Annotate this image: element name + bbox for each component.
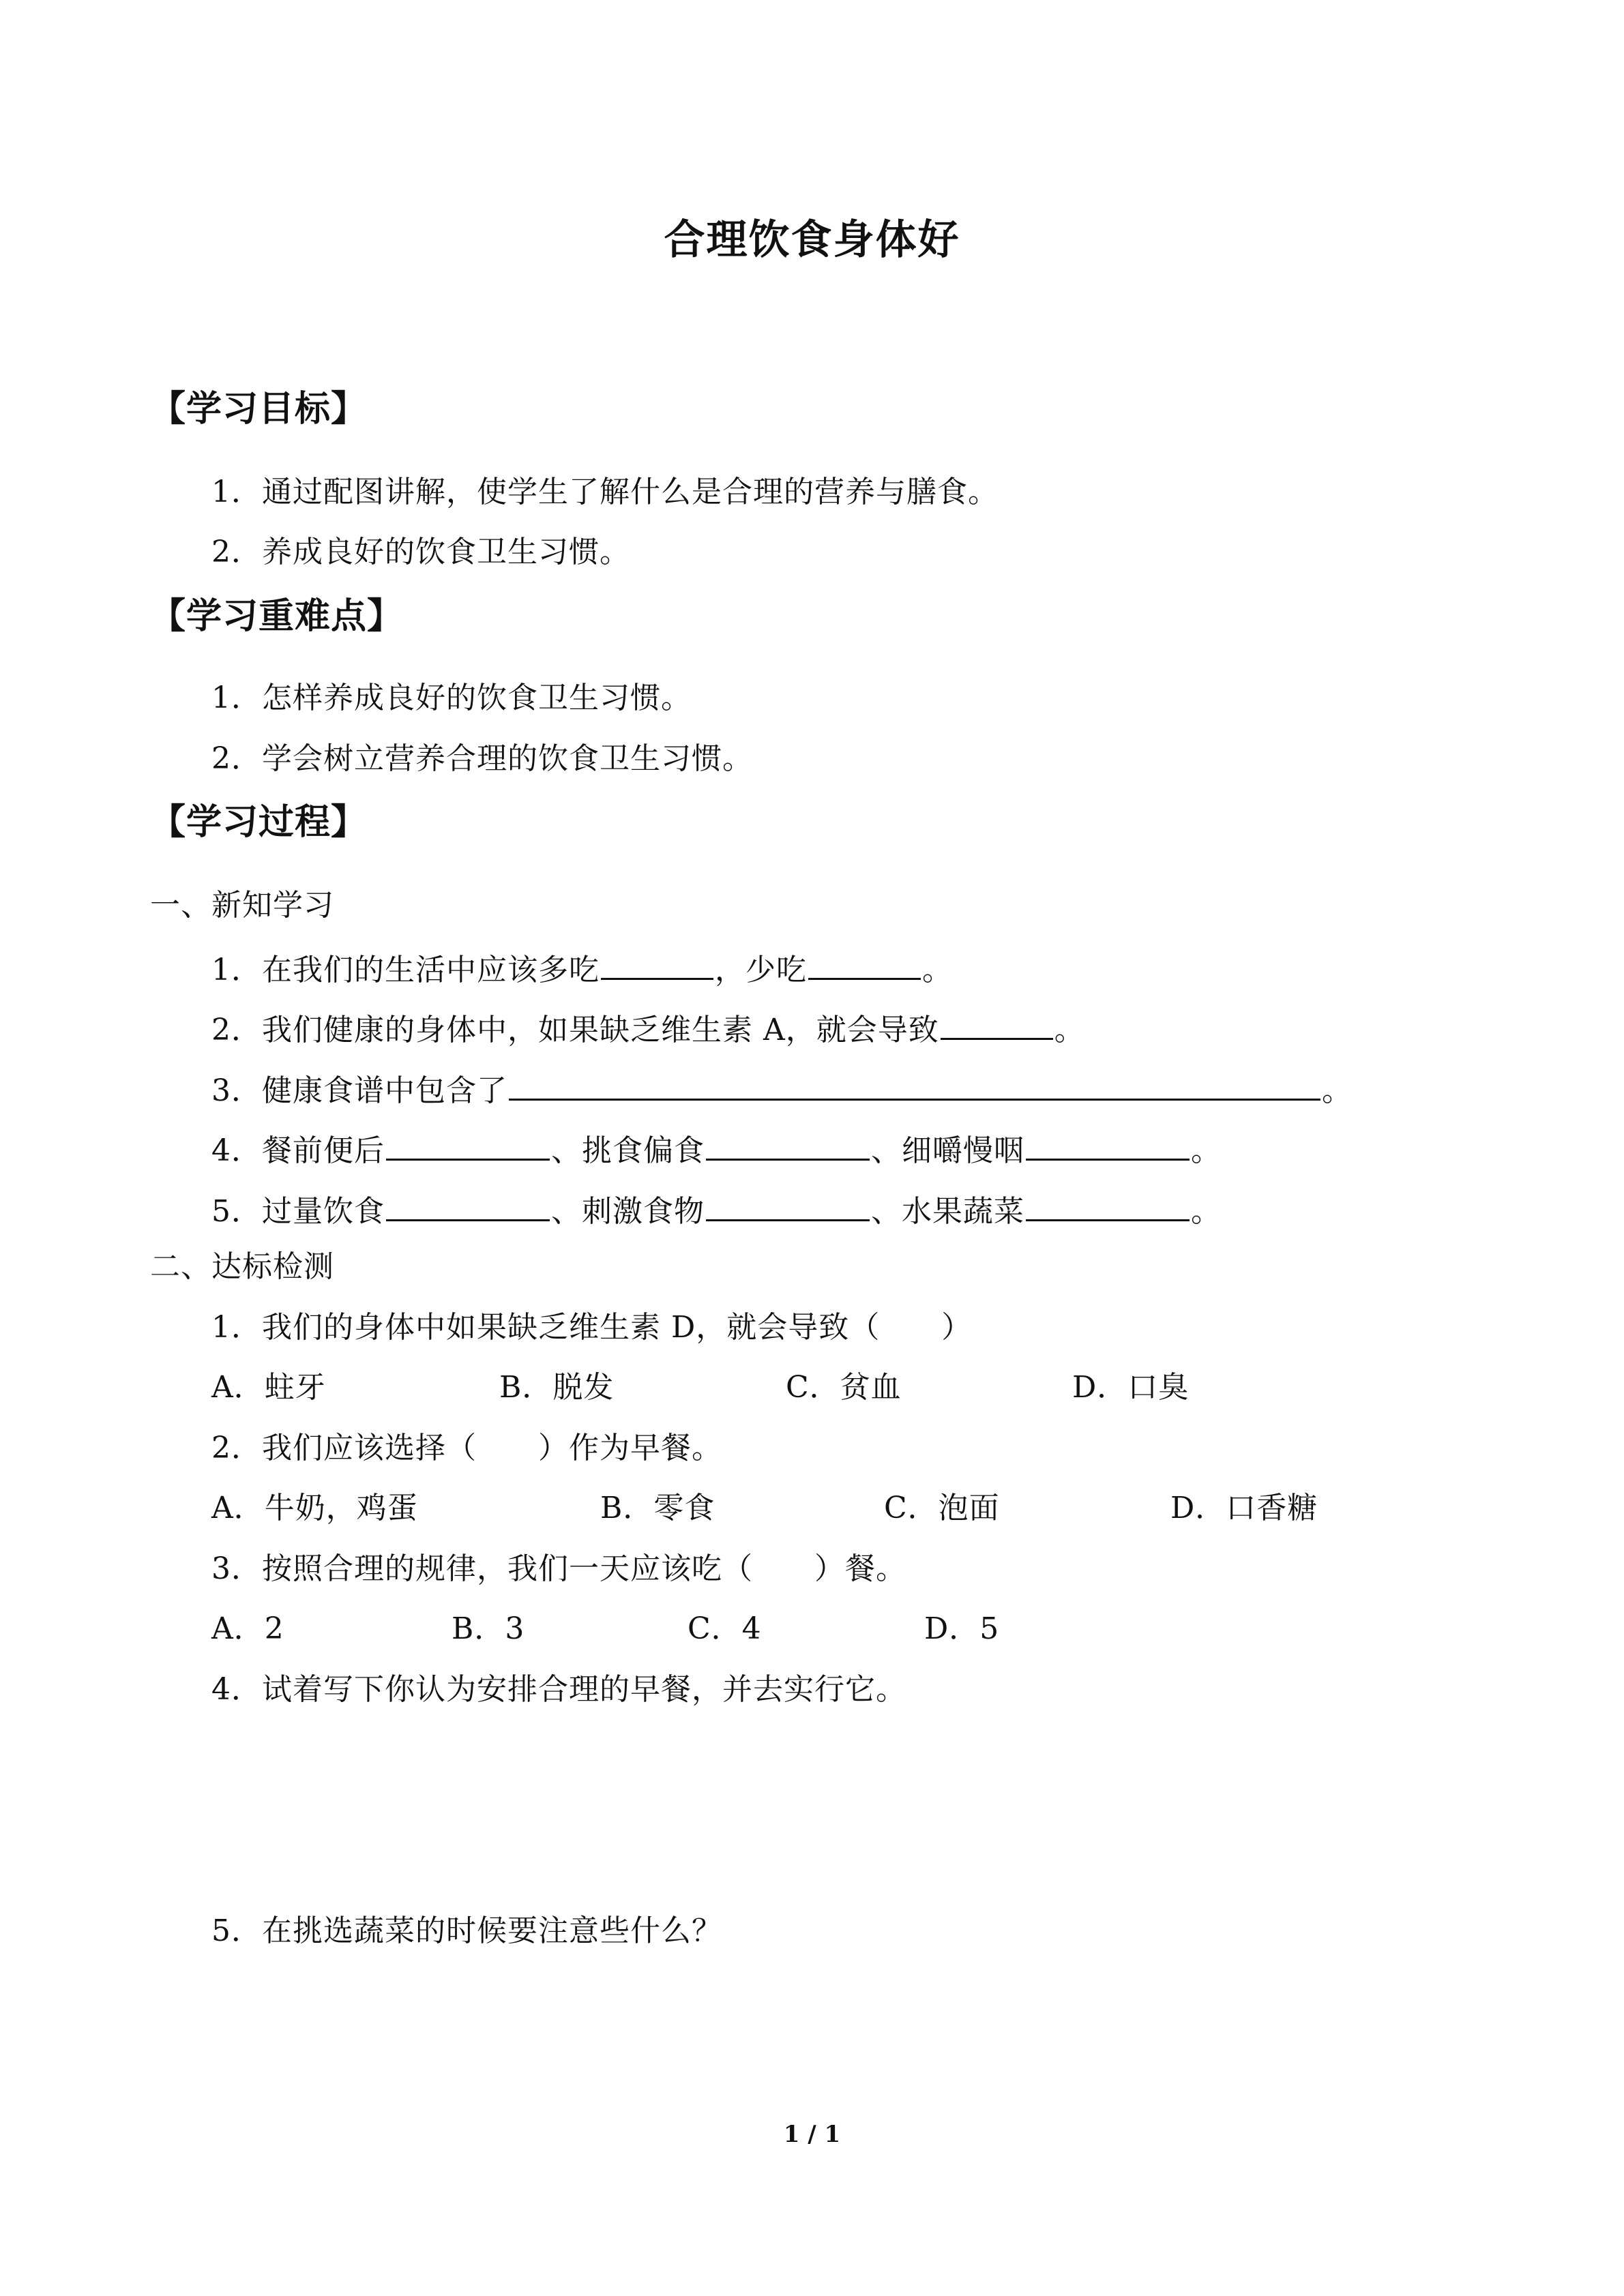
fill-question-4: 4．餐前便后 、挑食偏食 、细嚼慢咽 。 [211, 1131, 1222, 1166]
answer-blank[interactable] [706, 1131, 870, 1161]
option[interactable]: C．贫血 [786, 1370, 902, 1405]
answer-blank[interactable] [386, 1131, 550, 1161]
option[interactable]: B．零食 [600, 1491, 715, 1525]
answer-blank[interactable] [1026, 1192, 1190, 1221]
option[interactable]: B．脱发 [499, 1370, 615, 1405]
option[interactable]: A．蛀牙 [211, 1370, 326, 1405]
option[interactable]: D．口香糖 [1170, 1491, 1318, 1525]
option[interactable]: B．3 [452, 1611, 525, 1646]
open-question-5: 5．在挑选蔬菜的时候要注意些什么？ [211, 1913, 722, 1948]
fill-question-5: 5．过量饮食 、刺激食物 、水果蔬菜 。 [211, 1192, 1222, 1227]
fill-question-1: 1．在我们的生活中应该多吃 ，少吃 。 [211, 951, 953, 985]
part-title-assessment: 二、达标检测 [150, 1249, 334, 1284]
page-number: 1 / 1 [783, 2121, 841, 2148]
answer-blank[interactable] [601, 951, 713, 980]
option[interactable]: C．泡面 [884, 1491, 1000, 1525]
answer-blank[interactable] [941, 1011, 1053, 1040]
choice-question-2: 2．我们应该选择（ ）作为早餐。 [211, 1431, 722, 1465]
section-heading-process: 【学习过程】 [150, 801, 368, 843]
open-question-4: 4．试着写下你认为安排合理的早餐，并去实行它。 [211, 1672, 906, 1707]
choice-question-1: 1．我们的身体中如果缺乏维生素 D，就会导致（ ） [211, 1310, 973, 1345]
answer-blank[interactable] [706, 1192, 870, 1221]
option[interactable]: A．2 [211, 1611, 284, 1646]
answer-blank[interactable] [386, 1192, 550, 1221]
section-heading-key-points: 【学习重难点】 [150, 595, 404, 637]
goal-item-1: 1．通过配图讲解，使学生了解什么是合理的营养与膳食。 [211, 475, 999, 509]
page-title: 合理饮食身体好 [664, 216, 960, 264]
answer-blank[interactable] [808, 951, 921, 980]
option[interactable]: C．4 [688, 1611, 762, 1646]
key-point-item-1: 1．怎样养成良好的饮食卫生习惯。 [211, 681, 692, 715]
key-point-item-2: 2．学会树立营养合理的饮食卫生习惯。 [211, 741, 753, 776]
option[interactable]: A．牛奶，鸡蛋 [211, 1491, 418, 1525]
option[interactable]: D．口臭 [1072, 1370, 1190, 1405]
fill-question-2: 2．我们健康的身体中，如果缺乏维生素 A，就会导致 。 [211, 1011, 1085, 1045]
answer-blank[interactable] [509, 1071, 1320, 1101]
goal-item-2: 2．养成良好的饮食卫生习惯。 [211, 535, 630, 569]
part-title-new-knowledge: 一、新知学习 [150, 888, 334, 923]
fill-question-3: 3．健康食谱中包含了 。 [211, 1071, 1353, 1106]
option[interactable]: D．5 [924, 1611, 1000, 1646]
choice-question-3: 3．按照合理的规律，我们一天应该吃（ ）餐。 [211, 1551, 906, 1586]
answer-blank[interactable] [1026, 1131, 1190, 1161]
section-heading-goals: 【学习目标】 [150, 388, 368, 430]
